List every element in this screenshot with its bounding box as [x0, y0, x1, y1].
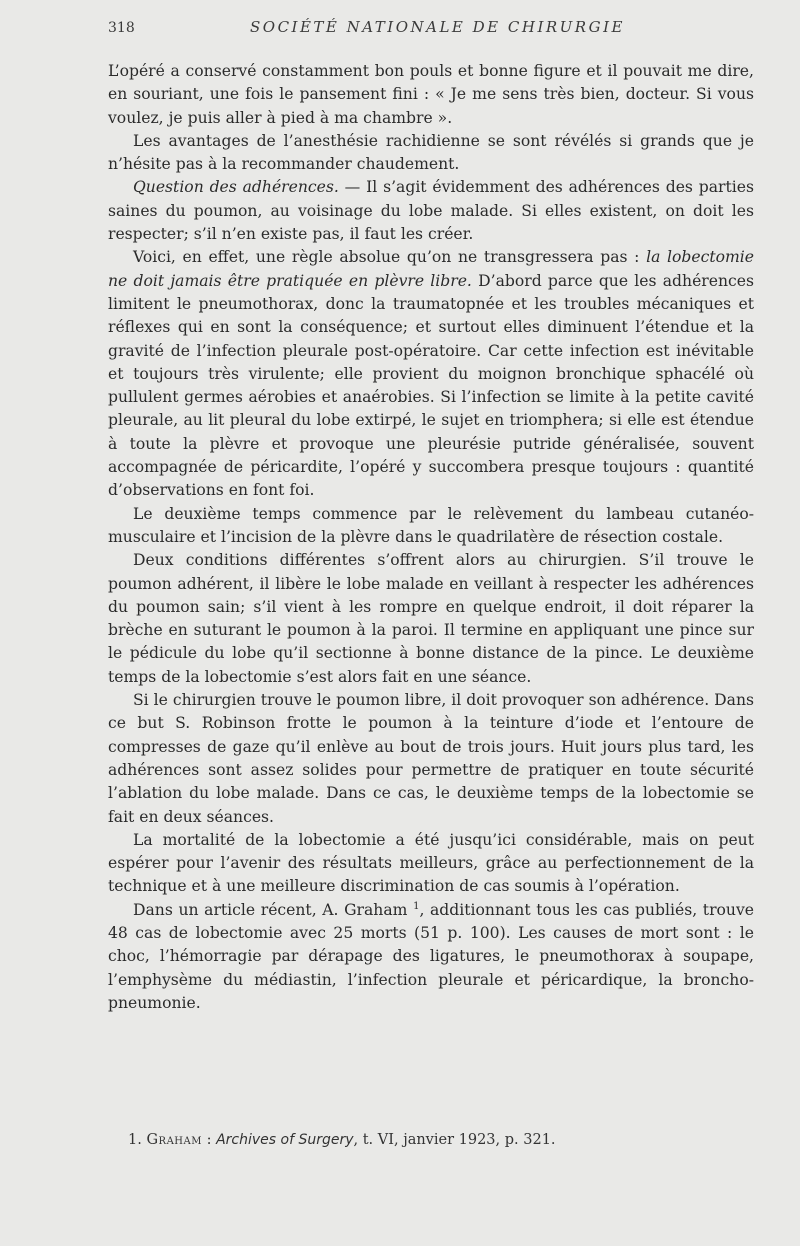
- body-text: [108, 60, 754, 1015]
- footnote-number: 1.: [128, 1132, 142, 1148]
- page-header: [108, 18, 760, 42]
- paragraph: Le deuxième temps commence par le relèvement du lambeau cutanéo-musculaire et l’incision de la plèvre dans le quadrilatère de résection costale.: [108, 504, 754, 546]
- section-heading: Question des adhérences.: [133, 178, 339, 197]
- footnote-details: , t. VI, janvier 1923, p. 321.: [353, 1132, 556, 1148]
- running-title: SOCIÉTÉ NATIONALE DE CHIRURGIE: [250, 18, 625, 36]
- emphasized-rule: la lobectomie ne doit jamais être pratiquée en plèvre libre.: [108, 248, 755, 290]
- footnote-author: Graham: [146, 1132, 202, 1148]
- footnote-reference: 1: [413, 900, 420, 912]
- paragraph: Deux conditions différentes s’offrent alors au chirurgien. S’il trouve le poumon adhérent, il libère le lobe malade en veillant à respecter les adhérences du poumon sain; s’il vient à les rompre en quelque endroit, il doit réparer la brèche en suturant le poumon à la paroi. Il termine en appliquant une pince sur le pédicule du lobe qu’il sectionne à bonne distance de la pince. Le deuxième temps de la lobectomie s’est alors fait en une séance.: [108, 551, 754, 686]
- paragraph-text: Voici, en effet, une règle absolue qu’on ne transgressera pas :: [133, 248, 647, 267]
- page-number: 318: [108, 20, 135, 36]
- paragraph-text: , additionnant tous les cas publiés, trouve 48 cas de lobectomie avec 25 morts (51 p. 100). Les causes de mort sont : le choc, l’hémorragie par dérapage des ligatures, le pneumothorax à soupape, l’emphysème du médiastin, l’infection pleurale et péricardique, la broncho-pneumonie.: [108, 900, 754, 1012]
- footnote-separator: :: [201, 1132, 217, 1148]
- paragraph: [108, 246, 754, 502]
- footnote-journal: Archives of Surgery: [216, 1132, 354, 1148]
- paragraph-text: D’abord parce que les adhérences limitent le pneumothorax, donc la traumatopnée et les troubles mécaniques et réflexes qui en sont la conséquence; et surtout elles diminuent l’étendue et la gravité de l’infection pleurale post-opératoire. Car cette infection est inévitable et toujours très virulente; elle provient du moignon bronchique sphacélé où pullulent germes aérobies et anaérobies. Si l’infection se limite à la petite cavité pleurale, au lit pleural du lobe extirpé, le sujet en triomphera; si elle est étendue à toute la plèvre et provoque une pleurésie putride généralisée, souvent accompagnée de péricardite, l’opéré y succombera presque toujours : quantité d’observations en font foi.: [108, 271, 754, 500]
- paragraph: [108, 176, 754, 246]
- paragraph: Si le chirurgien trouve le poumon libre, il doit provoquer son adhérence. Dans ce but S. Robinson frotte le poumon à la teinture d’iode et l’entoure de compresses de gaze qu’il enlève au bout de trois jours. Huit jours plus tard, les adhérences sont assez solides pour permettre de pratiquer en toute sécurité l’ablation du lobe malade. Dans ce cas, le deuxième temps de la lobectomie se fait en deux séances.: [108, 691, 754, 826]
- paragraph: La mortalité de la lobectomie a été jusqu’ici considérable, mais on peut espérer pour l’avenir des résultats meilleurs, grâce au perfectionnement de la technique et à une meilleure discrimination de cas soumis à l’opération.: [108, 830, 754, 896]
- paragraph: [108, 899, 754, 1015]
- footnote: [128, 1130, 748, 1150]
- paragraph-text: — Il s’agit évidemment des adhérences des parties saines du poumon, au voisinage du lobe malade. Si elles existent, on doit les respecter; s’il n’en existe pas, il faut les créer.: [108, 178, 754, 244]
- paragraph: L’opéré a conservé constamment bon pouls et bonne figure et il pouvait me dire, en souriant, une fois le pansement fini : « Je me sens très bien, docteur. Si vous voulez, je puis aller à pied à ma chambre ».: [108, 62, 754, 127]
- paragraph-text: Dans un article récent, A. Graham: [133, 900, 414, 919]
- paragraph: Les avantages de l’anesthésie rachidienne se sont révélés si grands que je n’hésite pas à la recommander chaudement.: [108, 131, 754, 174]
